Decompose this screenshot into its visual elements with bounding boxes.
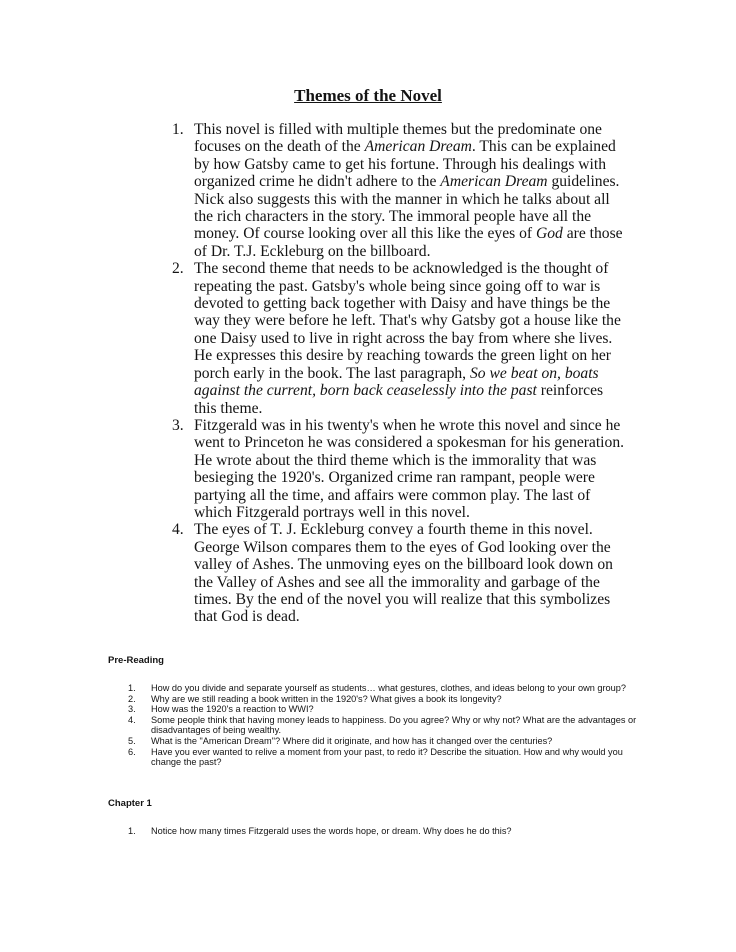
theme-text <box>194 417 624 521</box>
pre-reading-heading: Pre-Reading <box>108 655 164 666</box>
page-title: Themes of the Novel <box>294 86 442 105</box>
theme-text <box>194 521 613 625</box>
question-text: Have you ever wanted to relive a moment from your past, to redo it? Describe the situation. How and why would you change the past? <box>151 746 623 768</box>
question-number: 2. <box>128 693 136 704</box>
question-text: Why are we still reading a book written in the 1920's? What gives a book its longevity? <box>151 693 502 704</box>
question-item <box>108 704 648 715</box>
question-text: How do you divide and separate yourself as students… what gestures, clothes, and ideas belong to your own group? <box>151 683 626 693</box>
question-number: 1. <box>128 826 136 836</box>
theme-text-emphasis: American Dream <box>440 173 548 191</box>
theme-text-segment: The second theme that needs to be acknowledged is the thought of repeating the past. Gatsby's whole being since going off to war is devoted to getting back together with Daisy and have things be the way they were before he left. That's why Gatsby got a house like the one Daisy used to live in right across the bay from where she lives. He expresses this desire by reaching towards the green light on her porch early in the book. The last paragraph, <box>194 260 621 382</box>
question-item <box>108 736 648 747</box>
theme-number: 4. <box>172 521 184 539</box>
themes-list <box>165 121 625 626</box>
theme-text-segment: This novel is filled with multiple themes but the predominate one focuses on the death of the <box>194 121 602 156</box>
theme-item <box>165 417 625 521</box>
theme-number: 3. <box>172 416 184 434</box>
theme-item <box>165 260 625 417</box>
question-number: 3. <box>128 704 136 715</box>
question-text: How was the 1920's a reaction to WWI? <box>151 704 314 715</box>
question-number: 4. <box>128 714 136 725</box>
theme-text-emphasis: God <box>535 225 563 243</box>
pre-reading-questions <box>108 683 648 768</box>
theme-text-segment: guidelines. Nick also suggests this with the manner in which he talks about all the rich characters in the story. The immoral people have all the money. Of course looking over all this like the eyes of <box>194 173 620 243</box>
theme-number: 2. <box>172 260 184 278</box>
question-number: 6. <box>128 746 136 757</box>
question-item <box>108 694 648 705</box>
theme-number: 1. <box>172 121 184 138</box>
theme-text-segment: are those of Dr. T.J. Eckleburg on the billboard. <box>194 225 623 260</box>
theme-text-segment: reinforces this theme. <box>194 382 604 417</box>
chapter-1-questions <box>108 826 648 837</box>
question-text: Some people think that having money leads to happiness. Do you agree? Why or why not? What are the advantages or disadvantages of being wealthy. <box>151 714 637 736</box>
question-item <box>108 683 648 694</box>
question-number: 5. <box>128 735 136 746</box>
theme-text-emphasis: So we beat on, boats against the current, born back ceaselessly into the past <box>194 364 599 400</box>
theme-text-segment: . This can be explained by how Gatsby came to get his fortune. Through his dealings with organized crime he didn't adhere to the <box>194 138 616 191</box>
theme-text <box>194 121 623 260</box>
question-item <box>108 747 648 768</box>
question-item <box>108 715 648 736</box>
theme-text-segment: Fitzgerald was in his twenty's when he wrote this novel and since he went to Princeton he was considered a spokesman for his generation. He wrote about the third theme which is the immorality that was besieging the 1920's. Organized crime ran rampant, people were partying all the time, and affairs were common play. The last of which Fitzgerald portrays well in this novel. <box>194 416 625 521</box>
question-text: Notice how many times Fitzgerald uses the words hope, or dream. Why does he do this? <box>151 826 512 836</box>
question-text: What is the "American Dream"? Where did it originate, and how has it changed over the centuries? <box>151 735 553 746</box>
question-number: 1. <box>128 683 136 693</box>
theme-item <box>165 521 625 625</box>
chapter-1-heading: Chapter 1 <box>108 798 152 809</box>
question-item <box>108 826 648 837</box>
theme-text-segment: The eyes of T. J. Eckleburg convey a fourth theme in this novel. George Wilson compares them to the eyes of God looking over the valley of Ashes. The unmoving eyes on the billboard look down on the Valley of Ashes and see all the immorality and garbage of the times. By the end of the novel you will realize that this symbolizes that God is dead. <box>194 521 613 626</box>
theme-text-emphasis: American Dream <box>364 138 472 156</box>
theme-item <box>165 121 625 260</box>
theme-text <box>194 260 621 416</box>
